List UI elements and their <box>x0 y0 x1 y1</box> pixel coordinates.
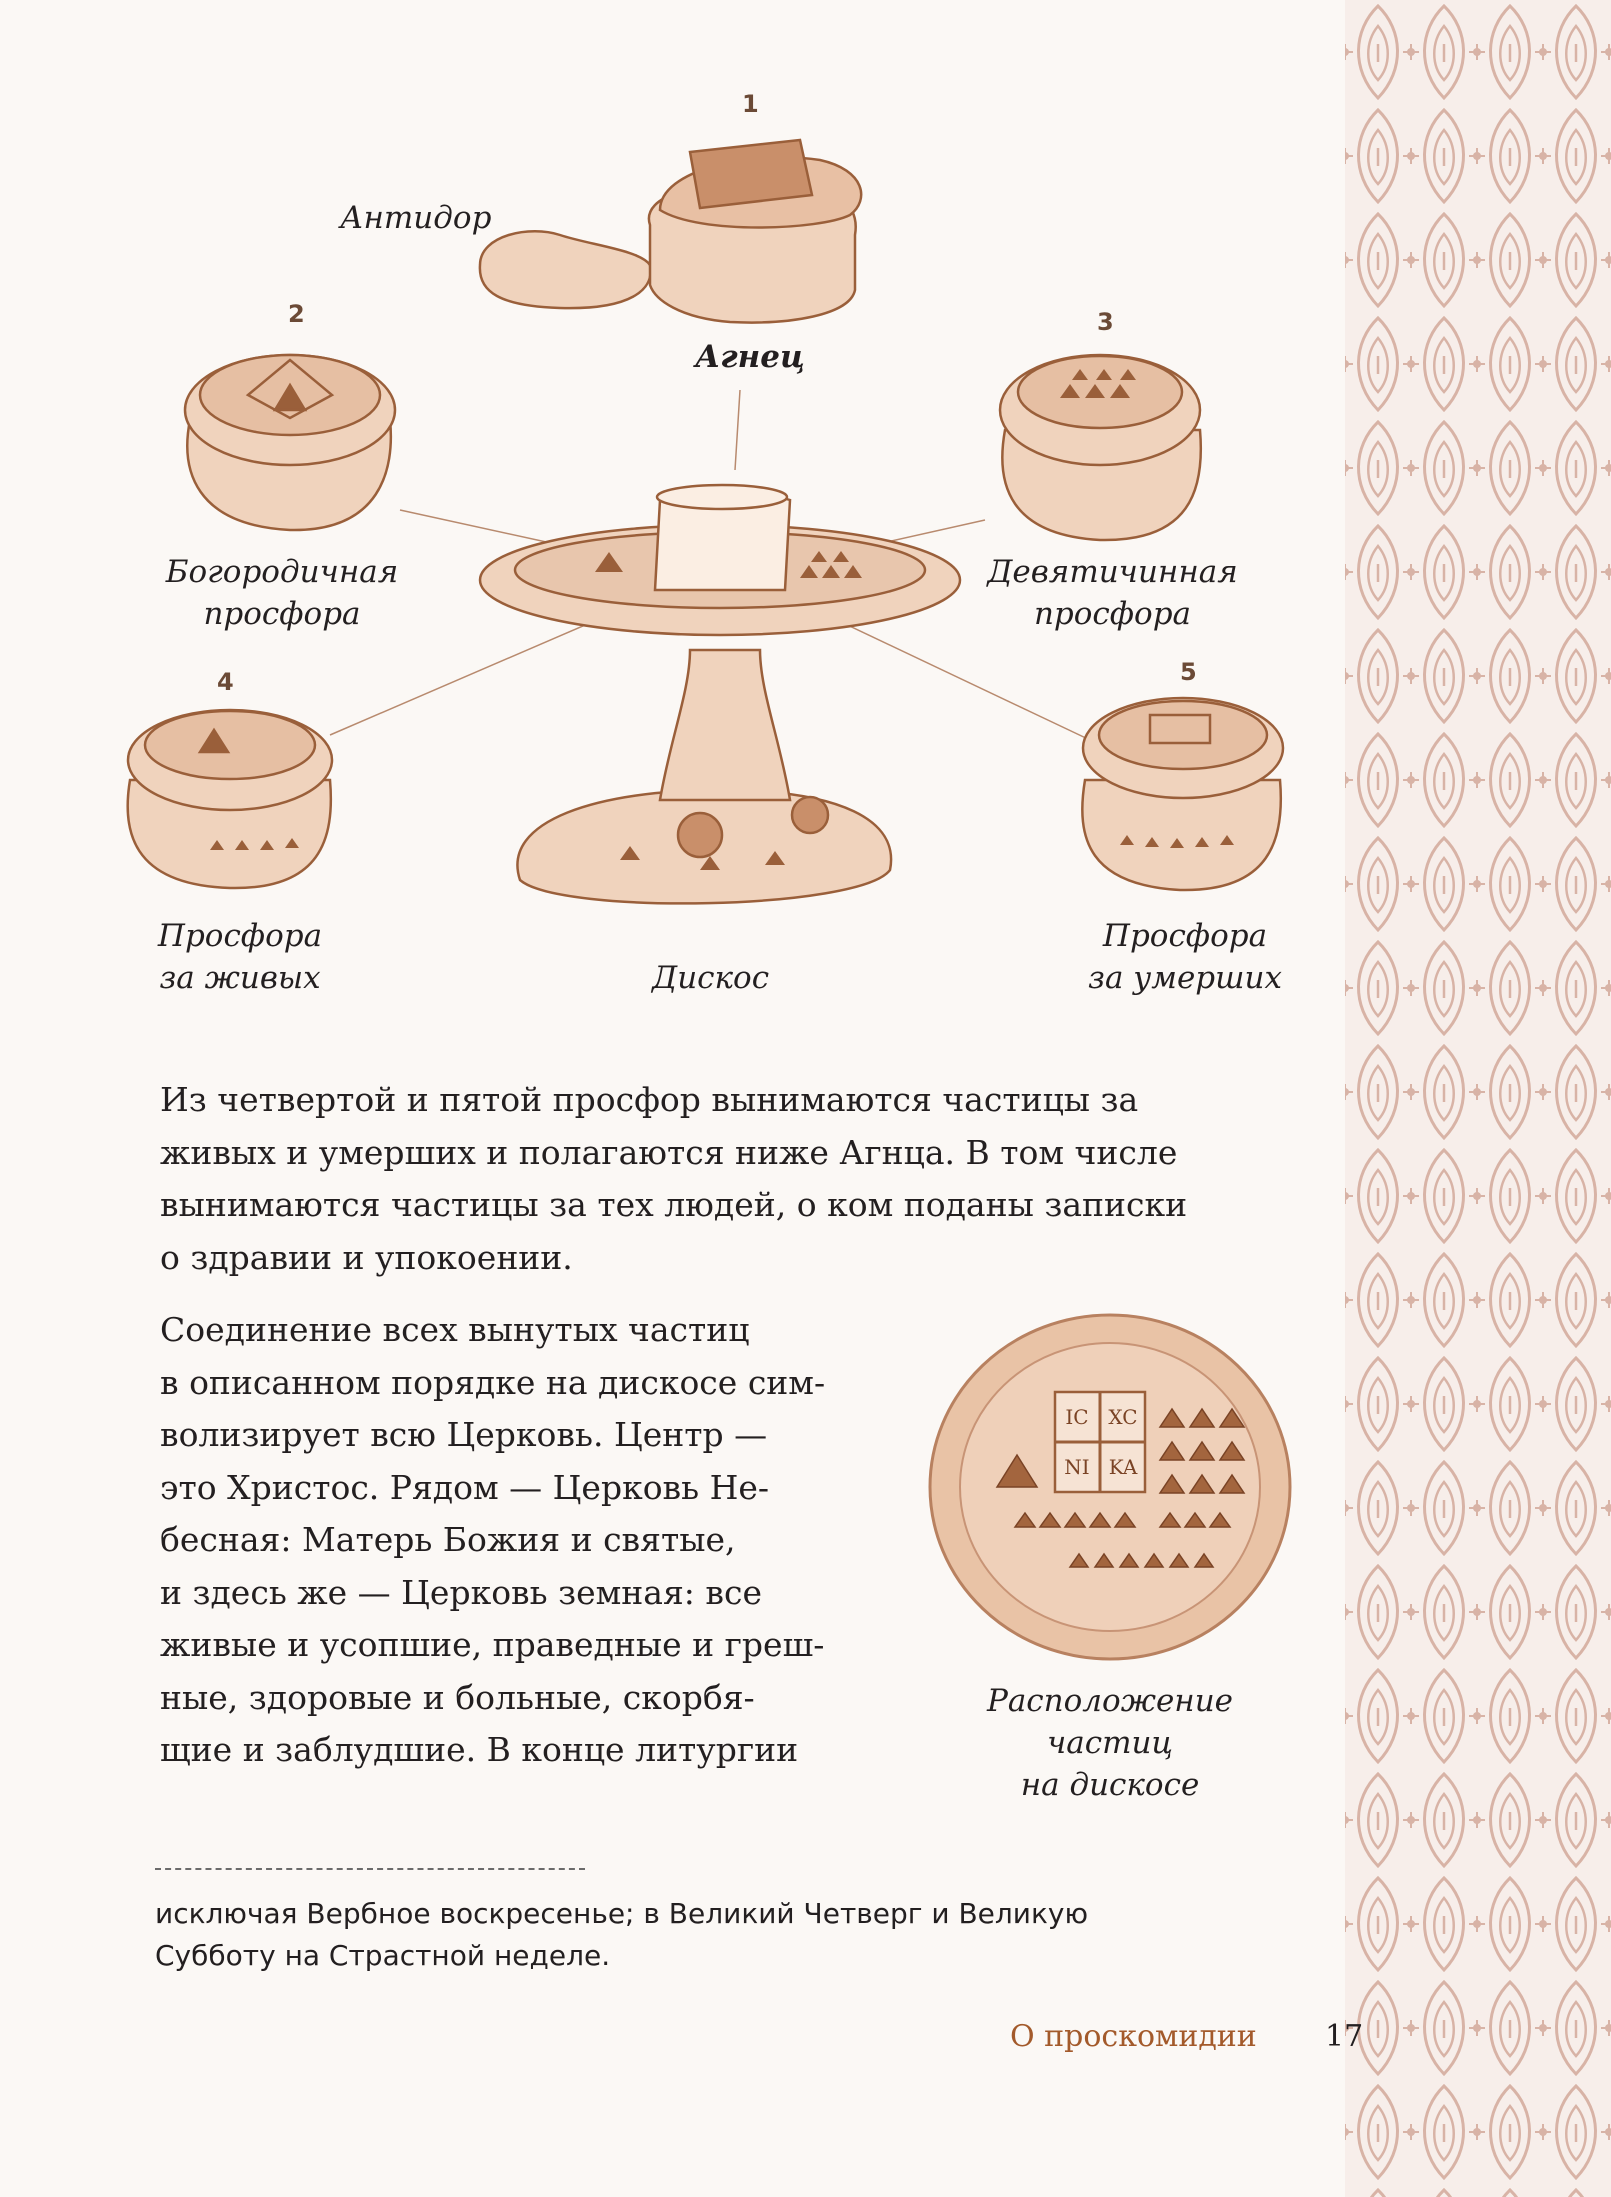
paragraph-2-line: волизирует всю Церковь. Центр — <box>160 1415 768 1454</box>
caption-antidor: Антидор <box>340 200 492 236</box>
prosphora-4 <box>128 710 332 888</box>
seal-letters-ka: KA <box>1108 1455 1138 1479</box>
caption-bogorodichnaya-line-1: Богородичная <box>165 554 399 590</box>
caption-diskos: Дискос <box>652 960 770 996</box>
diskos <box>480 485 960 903</box>
disc-caption-line-3: на дискосе <box>1020 1767 1200 1803</box>
footnote-line: Субботу на Страстной неделе. <box>155 1939 611 1972</box>
diskos-arrangement-caption <box>945 1680 1275 1806</box>
caption-za-zhivykh-line-1: Просфора <box>157 918 323 954</box>
paragraph-2-line: Соединение всех вынутых частиц <box>160 1310 750 1349</box>
prosphora-5 <box>1082 698 1283 890</box>
paragraph-2-line: живые и усопшие, праведные и греш- <box>160 1625 825 1664</box>
number-2: 2 <box>288 300 305 328</box>
seal-letters-xc: XC <box>1108 1405 1138 1429</box>
ornament-strip <box>1345 0 1611 2197</box>
ornament-pattern <box>1345 0 1611 2197</box>
number-3: 3 <box>1097 308 1114 336</box>
seal-letters-ic: IC <box>1065 1405 1089 1429</box>
caption-devyatichinnaya <box>985 551 1240 635</box>
paragraph-2-line: щие и заблудшие. В конце литургии <box>160 1730 799 1769</box>
number-5: 5 <box>1180 658 1197 686</box>
paragraph-1-line: вынимаются частицы за тех людей, о ком поданы записки <box>160 1185 1188 1224</box>
running-head: О проскомидии <box>1010 2019 1257 2054</box>
caption-za-zhivykh-line-2: за живых <box>159 960 321 996</box>
paragraph-2-line: ные, здоровые и больные, скорбя- <box>160 1677 755 1717</box>
paragraph-1 <box>160 1074 1300 1284</box>
caption-bogorodichnaya <box>162 551 402 635</box>
caption-devyatichinnaya-line-2: просфора <box>1033 596 1192 632</box>
disc-caption-line-1: Расположение <box>986 1683 1234 1719</box>
footnote-rule <box>155 1868 585 1870</box>
paragraph-1-line: живых и умерших и полагаются ниже Агнца. В том числе <box>160 1132 1178 1172</box>
caption-za-umershikh-line-2: за умерших <box>1088 960 1282 996</box>
paragraph-1-line: о здравии и упокоении. <box>160 1237 573 1277</box>
diskos-arrangement-figure <box>905 1312 1305 1672</box>
prosphora-1 <box>480 140 861 323</box>
number-4: 4 <box>217 668 234 696</box>
footnote <box>155 1893 1295 1977</box>
page-number: 17 <box>1325 2019 1364 2054</box>
footnote-line: исключая Вербное воскресенье; в Великий Четверг и Великую <box>155 1897 1089 1930</box>
proskomedia-illustration <box>0 0 1345 1020</box>
paragraph-2-line: в описанном порядке на дискосе сим- <box>160 1362 826 1402</box>
caption-za-umershikh-line-1: Просфора <box>1102 918 1268 954</box>
prosphora-3 <box>1000 355 1201 540</box>
paragraph-2-line: и здесь же — Церковь земная: все <box>160 1572 762 1612</box>
caption-bogorodichnaya-line-2: просфора <box>203 596 361 632</box>
paragraph-2-line: это Христос. Рядом — Церковь Не- <box>160 1467 770 1507</box>
paragraph-2-line: бесная: Матерь Божия и святые, <box>160 1520 736 1559</box>
disc-caption-line-2: частиц <box>1046 1725 1174 1761</box>
seal-letters-ni: NI <box>1064 1455 1090 1479</box>
prosphora-2 <box>185 355 395 530</box>
caption-za-umershikh <box>1085 915 1285 999</box>
caption-za-zhivykh <box>140 915 340 999</box>
paragraph-2 <box>160 1304 830 1777</box>
caption-agnets: Агнец <box>695 339 805 375</box>
paragraph-1-line: Из четвертой и пятой просфор вынимаются частицы за <box>160 1080 1139 1119</box>
caption-devyatichinnaya-line-1: Девятичинная <box>987 554 1238 590</box>
number-1: 1 <box>742 90 759 118</box>
